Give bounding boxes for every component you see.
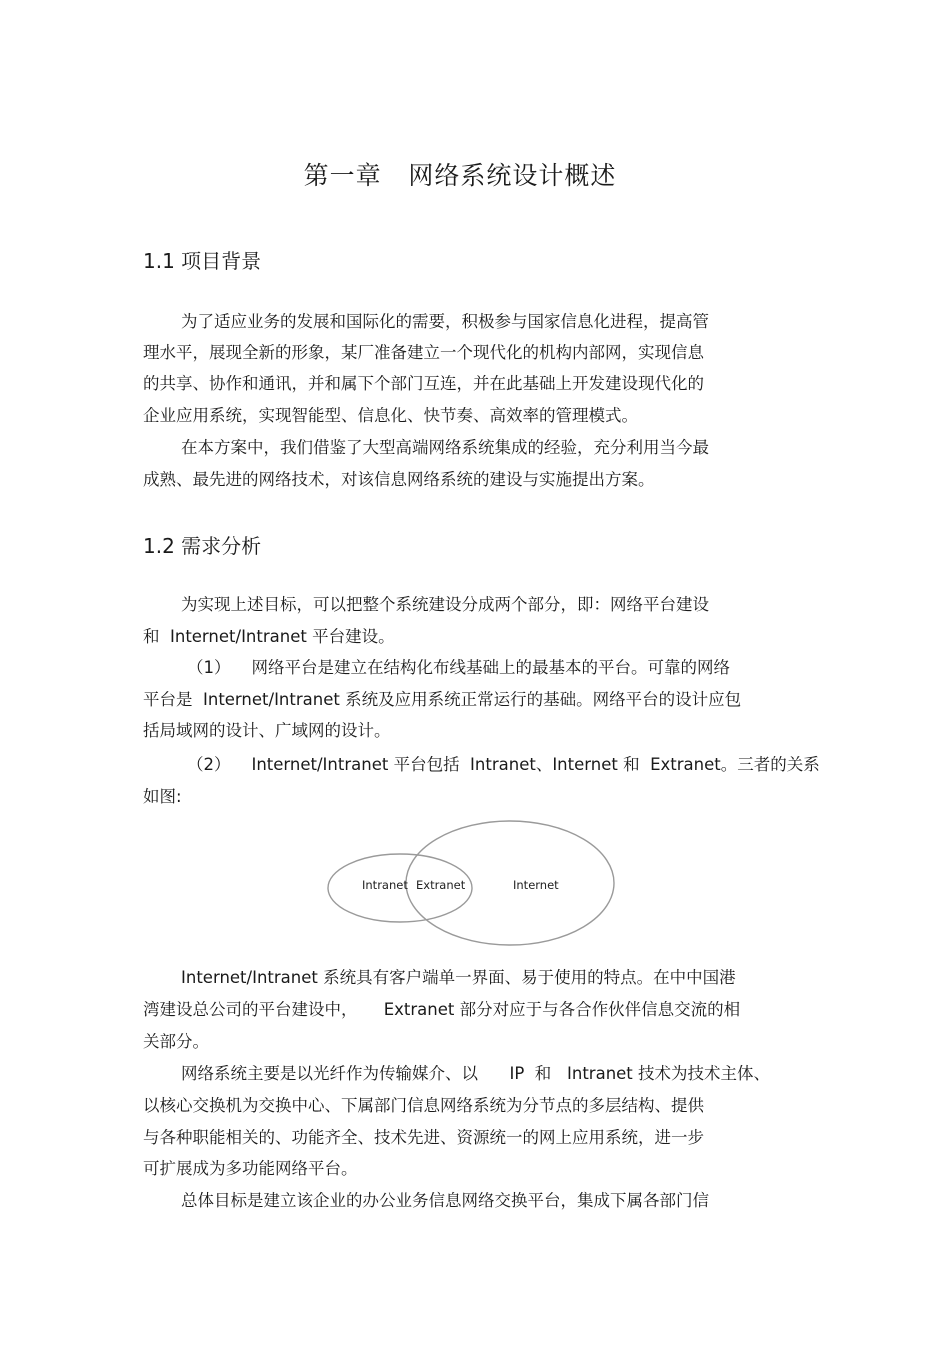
paragraph-line: 括局域网的设计、广域网的设计。	[143, 721, 391, 740]
paragraph-line: 与各种职能相关的、功能齐全、技术先进、资源统一的网上应用系统，进一步	[143, 1128, 704, 1147]
paragraph-line: 和 Internet/Intranet 平台建设。	[143, 627, 395, 646]
paragraph-line: 以核心交换机为交换中心、下属部门信息网络系统为分节点的多层结构、提供	[143, 1096, 704, 1115]
paragraph-line: （2） Internet/Intranet 平台包括 Intranet、Internet 和 Extranet。三者的关系	[187, 755, 820, 774]
chapter-title: 第一章 网络系统设计概述	[303, 161, 617, 190]
paragraph-line: 企业应用系统，实现智能型、信息化、快节奏、高效率的管理模式。	[143, 406, 638, 425]
paragraph-line: Internet/Intranet 系统具有客户端单一界面、易于使用的特点。在中中国港	[181, 968, 736, 987]
section-title-background: 1.1 项目背景	[143, 249, 262, 273]
paragraph-line: 网络系统主要是以光纤作为传输媒介、以 IP 和 Intranet 技术为技术主体、	[181, 1064, 771, 1083]
extranet-label: Extranet	[416, 878, 466, 892]
intranet-label: Intranet	[362, 878, 408, 892]
internet-label: Internet	[513, 878, 559, 892]
paragraph-line: 为实现上述目标，可以把整个系统建设分成两个部分，即：网络平台建设	[181, 595, 709, 614]
paragraph-line: （1） 网络平台是建立在结构化布线基础上的最基本的平台。可靠的网络	[187, 658, 730, 677]
paragraph-line: 如图:	[143, 787, 182, 806]
section-title-requirements: 1.2 需求分析	[143, 534, 262, 558]
paragraph-line: 为了适应业务的发展和国际化的需要，积极参与国家信息化进程，提高管	[181, 312, 709, 331]
paragraph-line: 平台是 Internet/Intranet 系统及应用系统正常运行的基础。网络平台的设计应包	[143, 690, 742, 709]
paragraph-line: 的共享、协作和通讯，并和属下个部门互连，并在此基础上开发建设现代化的	[143, 374, 704, 393]
venn-diagram	[320, 818, 620, 950]
paragraph-line: 成熟、最先进的网络技术，对该信息网络系统的建设与实施提出方案。	[143, 470, 655, 489]
paragraph-line: 理水平，展现全新的形象，某厂准备建立一个现代化的机构内部网，实现信息	[143, 343, 704, 362]
paragraph-line: 可扩展成为多功能网络平台。	[143, 1159, 358, 1178]
paragraph-line: 总体目标是建立该企业的办公业务信息网络交换平台，集成下属各部门信	[181, 1191, 709, 1210]
paragraph-line: 湾建设总公司的平台建设中， Extranet 部分对应于与各合作伙伴信息交流的相	[143, 1000, 741, 1019]
paragraph-line: 关部分。	[143, 1032, 209, 1051]
paragraph-line: 在本方案中，我们借鉴了大型高端网络系统集成的经验，充分利用当今最	[181, 438, 709, 457]
